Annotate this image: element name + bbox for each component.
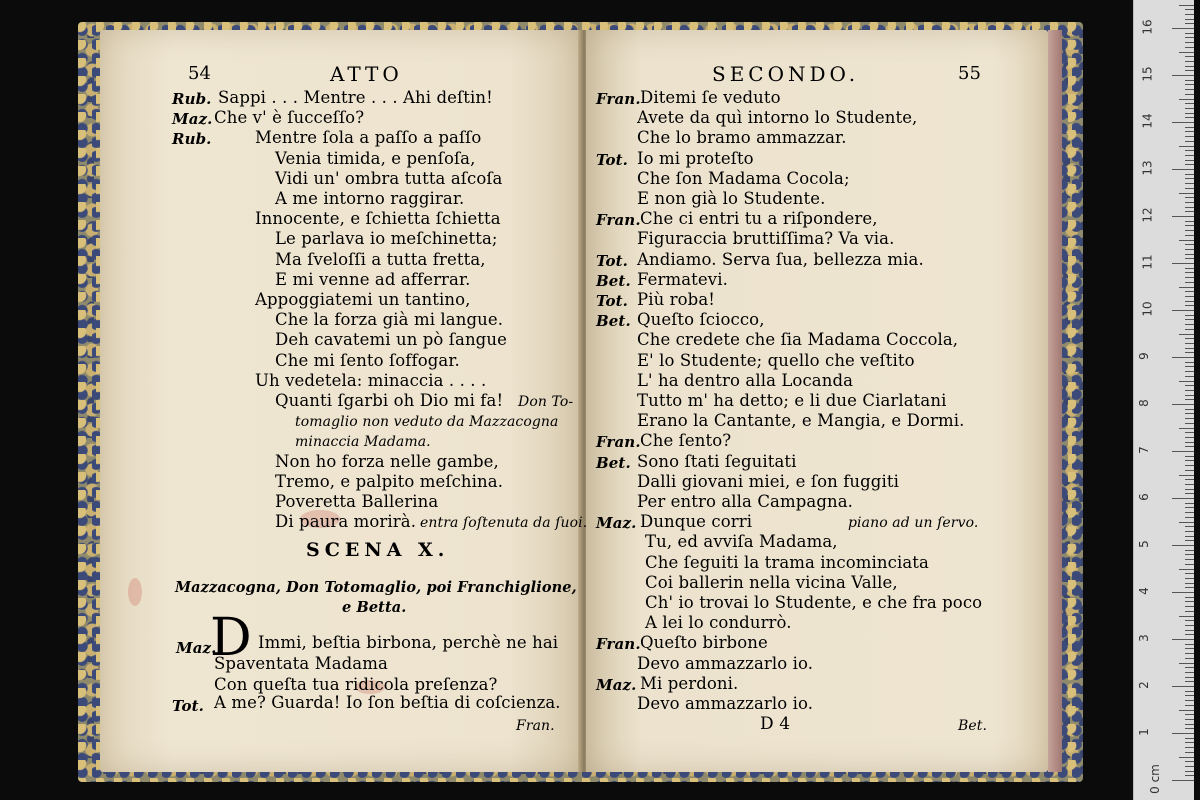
speaker-label: Tot. [172, 697, 204, 715]
ruler-tick [1185, 390, 1194, 391]
ruler-tick [1172, 451, 1194, 452]
speaker-label: Maz. [596, 514, 637, 533]
ruler-tick [1185, 747, 1194, 748]
ruler-tick [1185, 695, 1194, 696]
ruler-tick [1185, 409, 1194, 410]
ruler-tick [1185, 442, 1194, 443]
speaker-label: Fran. [596, 635, 641, 654]
verse-line: Che la forza già mi langue. [275, 310, 504, 330]
verse-line: Le parlava io meſchinetta; [275, 229, 498, 249]
ruler-tick [1185, 564, 1194, 565]
ruler-tick [1172, 686, 1194, 687]
ruler-tick [1185, 526, 1194, 527]
verse-line: Non ho forza nelle gambe, [275, 451, 499, 471]
page-number: 55 [958, 63, 982, 84]
ruler-tick [1185, 160, 1194, 161]
ruler-number: 8 [1136, 399, 1151, 407]
ruler-tick [1172, 404, 1194, 405]
verse-line: Vidi un' ombra tutta aſcoſa [275, 168, 503, 188]
speaker-label: Fran. [596, 211, 641, 230]
ruler-number: 9 [1136, 352, 1151, 360]
ruler-tick [1185, 291, 1194, 292]
ruler-tick [1185, 611, 1194, 612]
ruler-tick [1179, 287, 1194, 288]
ruler-tick [1185, 536, 1194, 537]
ruler-tick [1185, 413, 1194, 414]
speaker-label: Maz. [172, 110, 213, 129]
ruler-tick [1185, 672, 1194, 673]
verse-line: Mi perdoni. [640, 673, 739, 693]
verse-line: Io mi proteſto [637, 148, 754, 168]
ruler-tick [1179, 146, 1194, 147]
verse-line: A me intorno raggirar. [275, 189, 465, 208]
stage-direction: piano ad un ſervo. [848, 515, 979, 532]
running-head: SECONDO. [712, 62, 860, 86]
ruler-tick [1185, 343, 1194, 344]
ruler-tick [1179, 616, 1194, 617]
verse-line: Sono ſtati ſeguitati [637, 451, 797, 471]
verse-line: Che lo bramo ammazzar. [637, 128, 847, 148]
verse-line: Tu, ed avviſa Madama, [645, 532, 838, 552]
ruler-tick [1185, 23, 1194, 24]
ruler-tick [1185, 211, 1194, 212]
ruler-tick [1185, 301, 1194, 302]
ruler-tick [1185, 667, 1194, 668]
ruler-tick [1185, 56, 1194, 57]
verse-line: Mentre ſola a paſſo a paſſo [255, 128, 482, 148]
ruler-tick [1185, 573, 1194, 574]
ruler-tick [1185, 150, 1194, 151]
ruler-tick [1185, 164, 1194, 165]
verse-line: Ma ſveloſſi a tutta fretta, [275, 249, 486, 269]
catchword: Bet. [958, 718, 988, 734]
ruler-tick [1185, 362, 1194, 363]
verse-line: Sappi . . . Mentre . . . Ahi deſtin! [218, 88, 493, 107]
ruler-number: 12 [1140, 207, 1155, 223]
ruler-tick [1185, 376, 1194, 377]
ruler-tick [1172, 216, 1194, 217]
speaker-label: Bet. [596, 312, 631, 331]
speaker-label: Rub. [172, 130, 212, 149]
ruler-tick [1185, 456, 1194, 457]
ruler-number: 15 [1140, 66, 1155, 82]
ruler-number: 4 [1136, 587, 1151, 595]
ruler-tick [1185, 470, 1194, 471]
ruler-tick [1185, 385, 1194, 386]
ruler-tick [1185, 550, 1194, 551]
ruler-tick [1185, 221, 1194, 222]
verse-line: Ditemi ſe veduto [640, 88, 781, 107]
verse-line: Deh cavatemi un pò ſangue [275, 330, 507, 350]
stage-direction: Don To- [518, 394, 574, 410]
ruler-tick [1185, 103, 1194, 104]
verse-line: A lei lo condurrò. [645, 613, 792, 633]
ruler-tick [1185, 761, 1194, 762]
ruler-tick [1185, 84, 1194, 85]
ruler-tick [1185, 70, 1194, 71]
ruler-tick [1185, 202, 1194, 203]
verse-line: Innocente, e ſchietta ſchietta [255, 209, 501, 229]
verse-line: A me? Guarda! Io ſon beſtia di coſcienza. [214, 693, 561, 712]
verse-line: Erano la Cantante, e Mangia, e Dormi. [637, 411, 965, 431]
ruler-tick [1185, 489, 1194, 490]
verse-line: Appoggiatemi un tantino, [255, 290, 471, 309]
ruler-tick [1185, 677, 1194, 678]
ruler-tick [1185, 766, 1194, 767]
ruler-tick [1185, 728, 1194, 729]
signature-mark: D 4 [760, 714, 791, 734]
ruler-tick [1179, 663, 1194, 664]
ruler-tick [1185, 183, 1194, 184]
ruler-tick [1185, 503, 1194, 504]
ruler-tick [1185, 484, 1194, 485]
ruler-tick [1172, 169, 1194, 170]
ruler-tick [1185, 9, 1194, 10]
ruler-tick [1185, 418, 1194, 419]
stage-direction: tomaglio non veduto da Mazzacogna [295, 414, 559, 431]
speaker-label: Rub. [172, 90, 212, 108]
ruler-tick [1185, 235, 1194, 236]
ruler-tick [1172, 263, 1194, 264]
scene-title: SCENA X. [306, 539, 450, 561]
ruler-tick [1185, 601, 1194, 602]
verse-line: Con queſta tua ridicola preſenza? [214, 675, 498, 694]
ruler-tick [1185, 691, 1194, 692]
speaker-label: Maz. [176, 639, 217, 657]
speaker-label: Tot. [596, 251, 628, 270]
ruler-tick [1185, 348, 1194, 349]
ruler-tick [1185, 296, 1194, 297]
ruler-tick [1185, 47, 1194, 48]
verse-line: Devo ammazzarlo io. [637, 653, 814, 673]
speaker-label: Bet. [596, 453, 631, 472]
verse-line: Per entro alla Campagna. [637, 492, 853, 511]
ruler-tick [1185, 174, 1194, 175]
ruler-tick [1185, 606, 1194, 607]
ruler-tick [1179, 710, 1194, 711]
ruler-tick [1185, 648, 1194, 649]
verse-line: Andiamo. Serva ſua, bellezza mia. [637, 249, 924, 269]
verse-line: Che ſeguiti la trama incominciata [645, 552, 929, 572]
verse-line: Che ſento? [640, 431, 732, 451]
ruler-number: 5 [1136, 540, 1151, 548]
verse-line: Spaventata Madama [214, 654, 388, 673]
ruler-tick [1172, 498, 1194, 499]
ruler-tick [1185, 258, 1194, 259]
ruler-tick [1185, 700, 1194, 701]
verse-line: Che credete che ſia Madama Coccola, [637, 330, 959, 350]
ruler-tick [1185, 742, 1194, 743]
verse-line: Uh vedetela: minaccia . . . . [255, 370, 487, 390]
ruler-tick [1185, 268, 1194, 269]
ruler-tick [1172, 592, 1194, 593]
ruler-tick [1185, 578, 1194, 579]
ruler-tick [1185, 644, 1194, 645]
ruler-tick [1185, 272, 1194, 273]
verse-line: E mi venne ad afferrar. [275, 269, 471, 289]
ruler-tick [1185, 620, 1194, 621]
ruler-tick [1185, 352, 1194, 353]
ruler-tick [1185, 714, 1194, 715]
verse-line: Immi, beſtia birbona, perchè ne hai [258, 633, 559, 652]
ruler-tick [1185, 531, 1194, 532]
verse-line: Di paura morirà. [275, 512, 417, 532]
ruler-tick [1185, 371, 1194, 372]
ruler-tick [1185, 493, 1194, 494]
speaker-label: Maz. [596, 675, 637, 694]
ruler-tick [1172, 733, 1194, 734]
ruler-tick [1179, 52, 1194, 53]
ruler-tick [1179, 522, 1194, 523]
ruler-tick [1185, 625, 1194, 626]
ruler-tick [1185, 141, 1194, 142]
ruler-tick [1185, 338, 1194, 339]
verse-line: Che ci entri tu a riſpondere, [640, 209, 878, 229]
ruler-tick [1179, 334, 1194, 335]
ruler-number: 6 [1136, 493, 1151, 501]
ruler-tick [1185, 207, 1194, 208]
page-number: 54 [188, 63, 212, 84]
ruler-tick [1185, 178, 1194, 179]
ruler-tick [1185, 705, 1194, 706]
verse-line: Fermatevi. [637, 269, 728, 289]
ruler-tick [1185, 89, 1194, 90]
ruler-number: 13 [1140, 160, 1155, 176]
ruler-tick [1185, 225, 1194, 226]
ruler-tick [1185, 399, 1194, 400]
speaker-label: Fran. [596, 90, 641, 108]
verse-line: E non già lo Studente. [637, 189, 826, 208]
ruler-tick [1172, 75, 1194, 76]
ruler-tick [1185, 653, 1194, 654]
ruler-tick [1185, 752, 1194, 753]
verse-line: L' ha dentro alla Locanda [637, 370, 854, 390]
verse-line: E' lo Studente; quello che veſtito [637, 350, 915, 370]
ruler-tick [1185, 254, 1194, 255]
ruler-tick [1185, 249, 1194, 250]
ruler-tick [1179, 5, 1194, 6]
verse-line: Più roba! [637, 290, 716, 309]
ruler-tick [1185, 583, 1194, 584]
ruler-number: 2 [1136, 681, 1151, 689]
speaker-label: Fran. [596, 433, 641, 452]
speaker-label: Bet. [596, 271, 631, 290]
ruler-tick [1185, 681, 1194, 682]
ruler-tick [1185, 315, 1194, 316]
ruler-tick [1179, 99, 1194, 100]
speaker-label: Tot. [596, 150, 628, 169]
speaker-label: Tot. [596, 292, 628, 310]
ruler-number: 1 [1136, 728, 1151, 736]
ruler-number: 16 [1140, 19, 1155, 35]
ruler-tick [1179, 569, 1194, 570]
verse-line: Coi ballerin nella vicina Valle, [645, 572, 898, 592]
scene-cast: e Betta. [342, 599, 407, 616]
verse-line: Che mi ſento ſoffogar. [275, 350, 460, 370]
ruler-number: 14 [1140, 113, 1155, 129]
ruler-tick [1185, 517, 1194, 518]
ruler-tick [1185, 597, 1194, 598]
ruler-tick [1185, 512, 1194, 513]
ruler-tick [1185, 230, 1194, 231]
ruler-tick [1172, 310, 1194, 311]
page-edge [1048, 30, 1062, 772]
ruler-tick [1185, 738, 1194, 739]
ruler-tick [1185, 80, 1194, 81]
ruler-tick [1179, 428, 1194, 429]
ruler-tick [1185, 446, 1194, 447]
ruler-tick [1179, 475, 1194, 476]
ruler-tick [1185, 540, 1194, 541]
ruler-tick [1185, 658, 1194, 659]
ruler-tick [1185, 324, 1194, 325]
ruler-tick [1185, 117, 1194, 118]
ruler-tick [1185, 94, 1194, 95]
verse-line: Figuraccia bruttiſſima? Va via. [637, 229, 895, 249]
verse-line: Dunque corri [640, 512, 753, 532]
ruler-tick [1185, 42, 1194, 43]
ruler-tick [1185, 437, 1194, 438]
ruler-tick [1185, 131, 1194, 132]
verse-line: Devo ammazzarlo io. [637, 694, 814, 713]
measurement-ruler [1133, 0, 1194, 800]
ruler-tick [1185, 724, 1194, 725]
ruler-number: 11 [1140, 254, 1155, 270]
ruler-tick [1185, 282, 1194, 283]
ruler-tick [1179, 240, 1194, 241]
ruler-tick [1185, 14, 1194, 15]
ruler-tick [1185, 771, 1194, 772]
ruler-tick [1172, 122, 1194, 123]
ruler-tick [1185, 423, 1194, 424]
ruler-tick [1185, 277, 1194, 278]
ruler-tick [1185, 197, 1194, 198]
ruler-tick [1185, 479, 1194, 480]
ruler-tick [1185, 188, 1194, 189]
ruler-tick [1185, 587, 1194, 588]
ruler-tick [1185, 395, 1194, 396]
verse-line: Ch' io trovai lo Studente, e che fra poco [645, 593, 983, 612]
verse-line: Queſto ſciocco, [637, 310, 765, 330]
ruler-tick [1185, 465, 1194, 466]
ruler-tick [1185, 630, 1194, 631]
verse-line: Queſto birbone [640, 633, 768, 653]
verse-line: Tremo, e palpito meſchina. [275, 471, 504, 491]
verse-line: Tutto m' ha detto; e li due Ciarlatani [637, 391, 947, 410]
ruler-tick [1172, 28, 1194, 29]
catchword: Fran. [516, 718, 555, 734]
ruler-tick [1185, 19, 1194, 20]
ruler-tick [1185, 244, 1194, 245]
ruler-tick [1185, 507, 1194, 508]
running-head: ATTO [330, 62, 403, 86]
ruler-tick [1185, 634, 1194, 635]
ruler-tick [1185, 33, 1194, 34]
ruler-number: 0 cm [1147, 764, 1162, 794]
drop-cap: D [210, 608, 252, 668]
ruler-tick [1172, 780, 1194, 781]
ruler-number: 3 [1136, 634, 1151, 642]
ruler-tick [1172, 639, 1194, 640]
ruler-tick [1179, 757, 1194, 758]
ruler-tick [1185, 432, 1194, 433]
ruler-tick [1185, 305, 1194, 306]
verse-line: Venia timida, e penſoſa, [275, 148, 476, 168]
ruler-tick [1185, 127, 1194, 128]
verse-line: Che ſon Madama Cocola; [637, 168, 850, 188]
ruler-tick [1179, 381, 1194, 382]
red-stain [128, 578, 142, 606]
ruler-tick [1185, 61, 1194, 62]
ruler-tick [1172, 545, 1194, 546]
verse-line: Dalli giovani miei, e ſon fuggiti [637, 471, 899, 491]
ruler-tick [1185, 775, 1194, 776]
ruler-tick [1185, 329, 1194, 330]
verse-line: Avete da quì intorno lo Studente, [637, 108, 918, 128]
ruler-tick [1185, 155, 1194, 156]
ruler-tick [1185, 366, 1194, 367]
ruler-tick [1185, 108, 1194, 109]
ruler-tick [1172, 357, 1194, 358]
ruler-tick [1185, 719, 1194, 720]
verse-line: Quanti ſgarbi oh Dio mi fa! [275, 391, 504, 410]
scene-cast: Mazzacogna, Don Totomaglio, poi Franchiglione, [175, 579, 577, 596]
ruler-tick [1185, 113, 1194, 114]
verse-line: Poveretta Ballerina [275, 492, 439, 511]
stage-direction: entra ſoſtenuta da ſuoi. [420, 515, 588, 532]
ruler-tick [1185, 554, 1194, 555]
ruler-tick [1185, 66, 1194, 67]
ruler-number: 7 [1136, 446, 1151, 454]
ruler-number: 10 [1140, 301, 1155, 317]
ruler-tick [1185, 319, 1194, 320]
ruler-tick [1185, 37, 1194, 38]
stage-direction: minaccia Madama. [295, 434, 431, 451]
ruler-tick [1179, 193, 1194, 194]
verse-line: Che v' è ſucceſſo? [214, 108, 365, 128]
ruler-tick [1185, 136, 1194, 137]
ruler-tick [1185, 460, 1194, 461]
ruler-tick [1185, 559, 1194, 560]
